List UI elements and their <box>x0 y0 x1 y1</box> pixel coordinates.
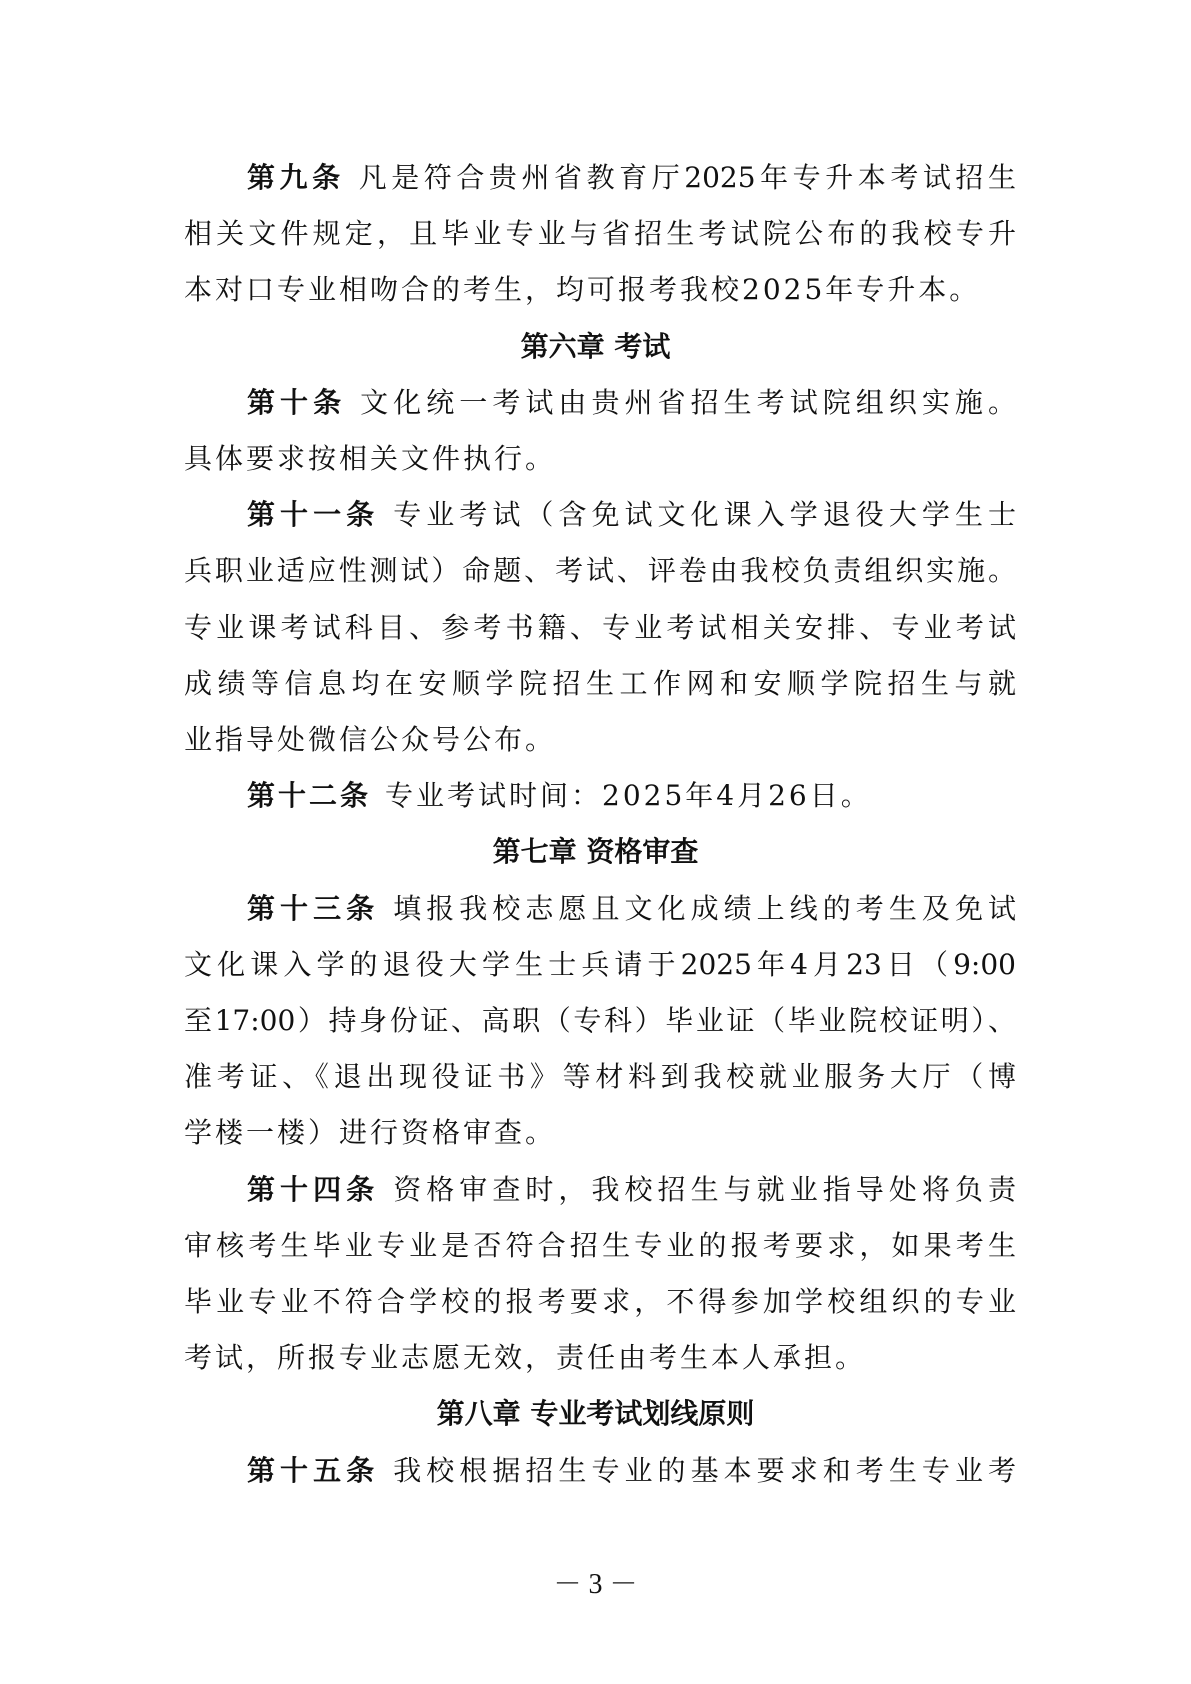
line-text: 兵职业适应性测试）命题、考试、评卷由我校负责组织实施。 <box>184 554 1016 588</box>
line-text: 专业课考试科目、参考书籍、专业考试相关安排、专业考试 <box>184 610 1016 644</box>
text-line <box>247 1451 1016 1491</box>
line-text: 考试，所报专业志愿无效，责任由考生本人承担。 <box>184 1341 867 1375</box>
article-number: 第九条 <box>247 161 345 194</box>
line-text: 文化统一考试由贵州省招生考试院组织实施。 <box>360 385 1016 419</box>
text-line <box>184 1338 1016 1378</box>
text-line <box>247 889 1016 929</box>
line-text: 业指导处微信公众号公布。 <box>184 723 557 756</box>
line-text: 具体要求按相关文件执行。 <box>184 442 557 475</box>
text-line <box>184 720 1016 760</box>
article-number: 第十条 <box>247 385 347 419</box>
article-number: 第十一条 <box>247 498 380 532</box>
text-line <box>184 1057 1016 1097</box>
line-text: 成绩等信息均在安顺学院招生工作网和安顺学院招生与就 <box>184 666 1016 700</box>
line-text: 我校根据招生专业的基本要求和考生专业考 <box>393 1453 1016 1487</box>
heading-text: 第七章 资格审查 <box>492 835 699 869</box>
text-line <box>184 1226 1016 1266</box>
line-text: 凡是符合贵州省教育厅2025年专升本考试招生 <box>358 161 1016 194</box>
line-text: 至17:00）持身份证、高职（专科）毕业证（毕业院校证明）、 <box>184 1004 1016 1037</box>
line-text: 毕业专业不符合学校的报考要求，不得参加学校组织的专业 <box>184 1285 1016 1318</box>
article-number: 第十五条 <box>247 1453 380 1487</box>
line-text: 相关文件规定，且毕业专业与省招生考试院公布的我校专升 <box>184 217 1016 251</box>
line-text: 文化课入学的退役大学生士兵请于2025年4月23日（9:00 <box>184 947 1016 981</box>
line-text: 专业考试（含免试文化课入学退役大学生士 <box>393 498 1016 532</box>
text-line <box>184 1113 1016 1153</box>
chapter-heading <box>0 832 1191 872</box>
text-line <box>184 439 1016 479</box>
line-text: 填报我校志愿且文化成绩上线的考生及免试 <box>393 891 1016 925</box>
text-line <box>247 383 1016 423</box>
heading-text: 第六章 考试 <box>520 329 671 363</box>
text-line <box>184 551 1016 591</box>
text-line <box>184 1001 1016 1041</box>
chapter-heading <box>0 327 1191 367</box>
line-text: 专业考试时间：2025年4月26日。 <box>385 779 872 813</box>
article-number: 第十四条 <box>247 1172 380 1206</box>
line-text: 资格审查时，我校招生与就业指导处将负责 <box>393 1172 1016 1206</box>
page-number: － 3 － <box>553 1569 638 1600</box>
text-line <box>184 608 1016 648</box>
text-line <box>184 1282 1016 1322</box>
line-text: 本对口专业相吻合的考生，均可报考我校2025年专升本。 <box>184 273 981 307</box>
text-line <box>184 214 1016 254</box>
text-line <box>184 664 1016 704</box>
line-text: 学楼一楼）进行资格审查。 <box>184 1116 557 1150</box>
text-line <box>184 270 1016 310</box>
text-line <box>247 776 1016 816</box>
heading-text: 第八章 专业考试划线原则 <box>436 1397 755 1431</box>
text-line <box>247 495 1016 535</box>
text-line <box>247 1170 1016 1210</box>
line-text: 审核考生毕业专业是否符合招生专业的报考要求，如果考生 <box>184 1228 1016 1262</box>
article-number: 第十三条 <box>247 891 380 925</box>
article-number: 第十二条 <box>247 779 372 813</box>
line-text: 准考证、《退出现役证书》等材料到我校就业服务大厅（博 <box>184 1060 1016 1094</box>
chapter-heading <box>0 1394 1191 1434</box>
text-line <box>247 158 1016 198</box>
text-line <box>184 945 1016 985</box>
